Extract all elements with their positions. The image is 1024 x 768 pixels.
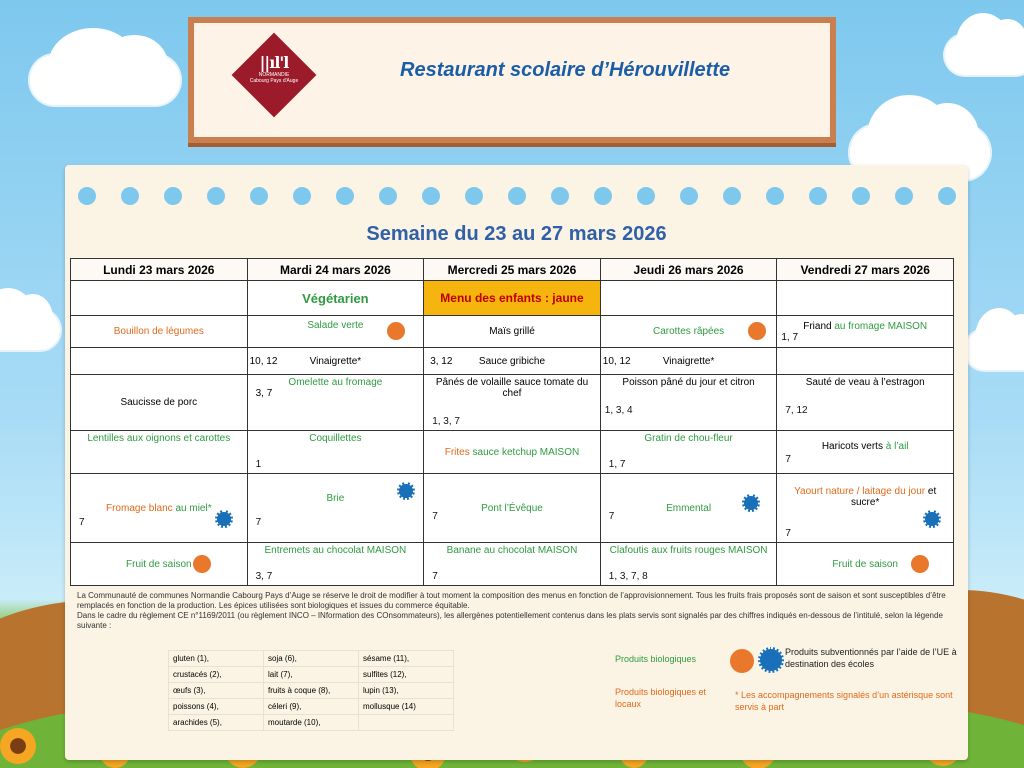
logo-text xyxy=(236,51,312,101)
menu-cell xyxy=(424,474,601,543)
dish: Gratin de chou-fleur xyxy=(644,433,733,444)
dish: Entremets au chocolat MAISON xyxy=(264,545,407,556)
allergens: 7 xyxy=(79,517,85,528)
day-header: Vendredi 27 mars 2026 xyxy=(777,259,954,281)
menu-cell xyxy=(777,474,954,543)
day-header: Mardi 24 mars 2026 xyxy=(247,259,424,281)
menu-cell xyxy=(600,281,777,316)
legend-bio-local: Produits biologiques et locaux xyxy=(615,687,707,709)
table-row xyxy=(71,348,954,375)
allergen-item xyxy=(359,715,454,731)
allergens: 3, 12 xyxy=(430,356,453,367)
day-header: Lundi 23 mars 2026 xyxy=(71,259,248,281)
theme-vegetarian: Végétarien xyxy=(247,281,424,316)
header-banner xyxy=(188,17,836,143)
menu-cell xyxy=(424,375,601,431)
allergens: 1, 3, 7 xyxy=(432,416,460,427)
menu-cell xyxy=(600,375,777,431)
cloud xyxy=(0,310,60,350)
table-row xyxy=(169,683,454,699)
allergens: 7 xyxy=(785,528,791,539)
dish: Clafoutis aux fruits rouges MAISON xyxy=(609,545,768,556)
menu-cell xyxy=(600,543,777,586)
page-title: Restaurant scolaire d’Hérouvillette xyxy=(400,59,731,81)
day-header: Mercredi 25 mars 2026 xyxy=(424,259,601,281)
allergens: 3, 7 xyxy=(255,571,273,582)
sunflower-icon xyxy=(0,728,36,764)
allergen-item: mollusque (14) xyxy=(359,699,454,715)
dish-detail: à l’ail xyxy=(885,440,909,452)
dish: Omelette au fromage xyxy=(288,377,383,388)
legend-asterisk: * Les accompagnements signalés d’un astérisque sont servis à part xyxy=(735,690,953,712)
eu-school-icon xyxy=(758,647,784,673)
disclaimer-text: La Communauté de communes Normandie Cabourg Pays d’Auge se réserve le droit de modifier à tout moment la composition des menus en fonction de l’approvisionnement. Tous les fruits frais proposés sont de saison et sont susceptibles d’être remplacés en fonction de la production. Les épices utilisées sont biologiques et issues du commerce équitable. xyxy=(77,591,946,610)
allergens: 1, 3, 7, 8 xyxy=(608,571,648,582)
allergens: 7, 12 xyxy=(785,405,808,416)
legend-eu: Produits subventionnés par l’aide de l’UE à destination des écoles xyxy=(785,647,957,669)
dish: Coquillettes xyxy=(309,433,362,444)
allergens: 3, 7 xyxy=(255,388,273,399)
table-row xyxy=(71,316,954,348)
allergens: 10, 12 xyxy=(602,356,631,367)
bio-local-icon xyxy=(730,649,754,673)
dish: Pont l’Évêque xyxy=(481,502,543,514)
allergen-item: poissons (4), xyxy=(169,699,264,715)
menu-cell xyxy=(777,281,954,316)
allergen-item: sulfites (12), xyxy=(359,667,454,683)
dish: Frites xyxy=(444,446,473,458)
logo-line1: NORMANDIE xyxy=(258,72,290,78)
dish-detail: au fromage MAISON xyxy=(834,320,928,332)
allergen-item: crustacés (2), xyxy=(169,667,264,683)
menu-cell xyxy=(777,431,954,474)
dish: Salade verte xyxy=(307,320,364,331)
dish: Emmental xyxy=(666,502,712,514)
disclaimer xyxy=(77,591,947,631)
menu-cell xyxy=(777,375,954,431)
logo-line2: Cabourg Pays d'Auge xyxy=(249,78,299,84)
menu-cell xyxy=(71,348,248,375)
table-row xyxy=(169,667,454,683)
menu-cell: Saucisse de porc xyxy=(71,375,248,431)
allergens: 1, 3, 4 xyxy=(604,405,633,416)
dish: Yaourt nature / laitage du jour xyxy=(794,486,926,497)
menu-cell xyxy=(247,348,424,375)
cloud xyxy=(30,55,180,105)
menu-cell xyxy=(247,474,424,543)
allergen-item: sésame (11), xyxy=(359,651,454,667)
allergen-item: fruits à coque (8), xyxy=(264,683,359,699)
menu-cell xyxy=(424,431,601,474)
dish-detail: et sucre* xyxy=(851,486,937,508)
bio-local-icon xyxy=(387,322,405,340)
eu-school-icon xyxy=(742,494,760,512)
table-row xyxy=(169,651,454,667)
table-header-row xyxy=(71,259,954,281)
dish: Pânés de volaille sauce tomate du chef xyxy=(435,377,589,399)
allergen-item: gluten (1), xyxy=(169,651,264,667)
table-row xyxy=(71,375,954,431)
allergen-item: lait (7), xyxy=(264,667,359,683)
menu-cell xyxy=(777,316,954,348)
menu-cell xyxy=(247,431,424,474)
bio-local-icon xyxy=(193,555,211,573)
day-header: Jeudi 26 mars 2026 xyxy=(600,259,777,281)
dish: Sauté de veau à l’estragon xyxy=(805,377,925,388)
table-row xyxy=(169,699,454,715)
allergens: 7 xyxy=(785,454,791,465)
dish: Vinaigrette* xyxy=(662,355,715,367)
dish-detail: sauce ketchup MAISON xyxy=(472,446,580,458)
menu-cell xyxy=(600,474,777,543)
allergens: 1, 7 xyxy=(608,459,626,470)
allergens: 7 xyxy=(255,517,262,528)
dish: Carottes râpées xyxy=(653,326,725,337)
menu-cell xyxy=(247,375,424,431)
menu-cell xyxy=(424,543,601,586)
eu-school-icon xyxy=(215,510,233,528)
dish: Vinaigrette* xyxy=(309,355,362,367)
allergen-item: soja (6), xyxy=(264,651,359,667)
menu-cell xyxy=(71,543,248,586)
allergens: 7 xyxy=(432,511,438,522)
binder-holes xyxy=(65,165,968,210)
eu-school-icon xyxy=(923,510,941,528)
theme-kids-menu: Menu des enfants : jaune xyxy=(424,281,601,316)
allergen-notice: Dans le cadre du règlement CE n°1169/2011 (ou règlement INCO – INformation des COnsommateurs), les allergènes potentiellement contenus dans les plats servis sont signalés par des chiffres indiqués en-dessous de l’intitulé, selon la légende suivante : xyxy=(77,611,943,630)
allergen-item: arachides (5), xyxy=(169,715,264,731)
dish-detail: au miel* xyxy=(175,502,212,514)
menu-cell xyxy=(247,543,424,586)
legend-bio: Produits biologiques xyxy=(615,654,697,664)
table-row xyxy=(71,543,954,586)
allergens: 1, 7 xyxy=(781,331,799,343)
table-row xyxy=(71,281,954,316)
dish: Haricots verts xyxy=(821,440,886,452)
week-title: Semaine du 23 au 27 mars 2026 xyxy=(366,223,667,245)
cloud xyxy=(965,330,1024,370)
menu-cell xyxy=(71,281,248,316)
bio-local-icon xyxy=(748,322,766,340)
menu-table xyxy=(70,258,954,586)
menu-cell xyxy=(777,348,954,375)
allergens: 7 xyxy=(432,571,438,582)
table-row xyxy=(71,474,954,543)
bio-local-icon xyxy=(911,555,929,573)
dish: Brie xyxy=(326,492,345,504)
allergens: 7 xyxy=(608,511,615,522)
eu-school-icon xyxy=(397,482,415,500)
menu-cell xyxy=(600,316,777,348)
menu-cell xyxy=(247,316,424,348)
menu-sheet xyxy=(65,165,968,760)
allergens: 10, 12 xyxy=(249,356,278,367)
dish: Fruit de saison xyxy=(126,558,192,570)
dish: Sauce gribiche xyxy=(478,355,546,367)
allergen-item: céleri (9), xyxy=(264,699,359,715)
menu-cell xyxy=(424,348,601,375)
allergen-item: lupin (13), xyxy=(359,683,454,699)
allergen-item: moutarde (10), xyxy=(264,715,359,731)
dish: Fromage blanc xyxy=(105,502,176,514)
menu-cell: Lentilles aux oignons et carottes xyxy=(71,431,248,474)
cloud xyxy=(945,35,1024,75)
allergen-item: œufs (3), xyxy=(169,683,264,699)
dish: Fruit de saison xyxy=(832,558,898,570)
dish: Poisson pâné du jour et citron xyxy=(622,377,755,388)
dish: Friand xyxy=(803,320,835,332)
menu-cell xyxy=(600,348,777,375)
menu-cell xyxy=(71,474,248,543)
menu-cell: Maïs grillé xyxy=(424,316,601,348)
menu-cell xyxy=(777,543,954,586)
menu-cell xyxy=(600,431,777,474)
dish: Banane au chocolat MAISON xyxy=(446,545,578,556)
table-row xyxy=(169,715,454,731)
logo-mark: ||ıl'l xyxy=(259,53,289,72)
menu-cell: Bouillon de légumes xyxy=(71,316,248,348)
allergen-legend xyxy=(168,650,454,731)
allergens: 1 xyxy=(255,459,262,470)
table-row xyxy=(71,431,954,474)
